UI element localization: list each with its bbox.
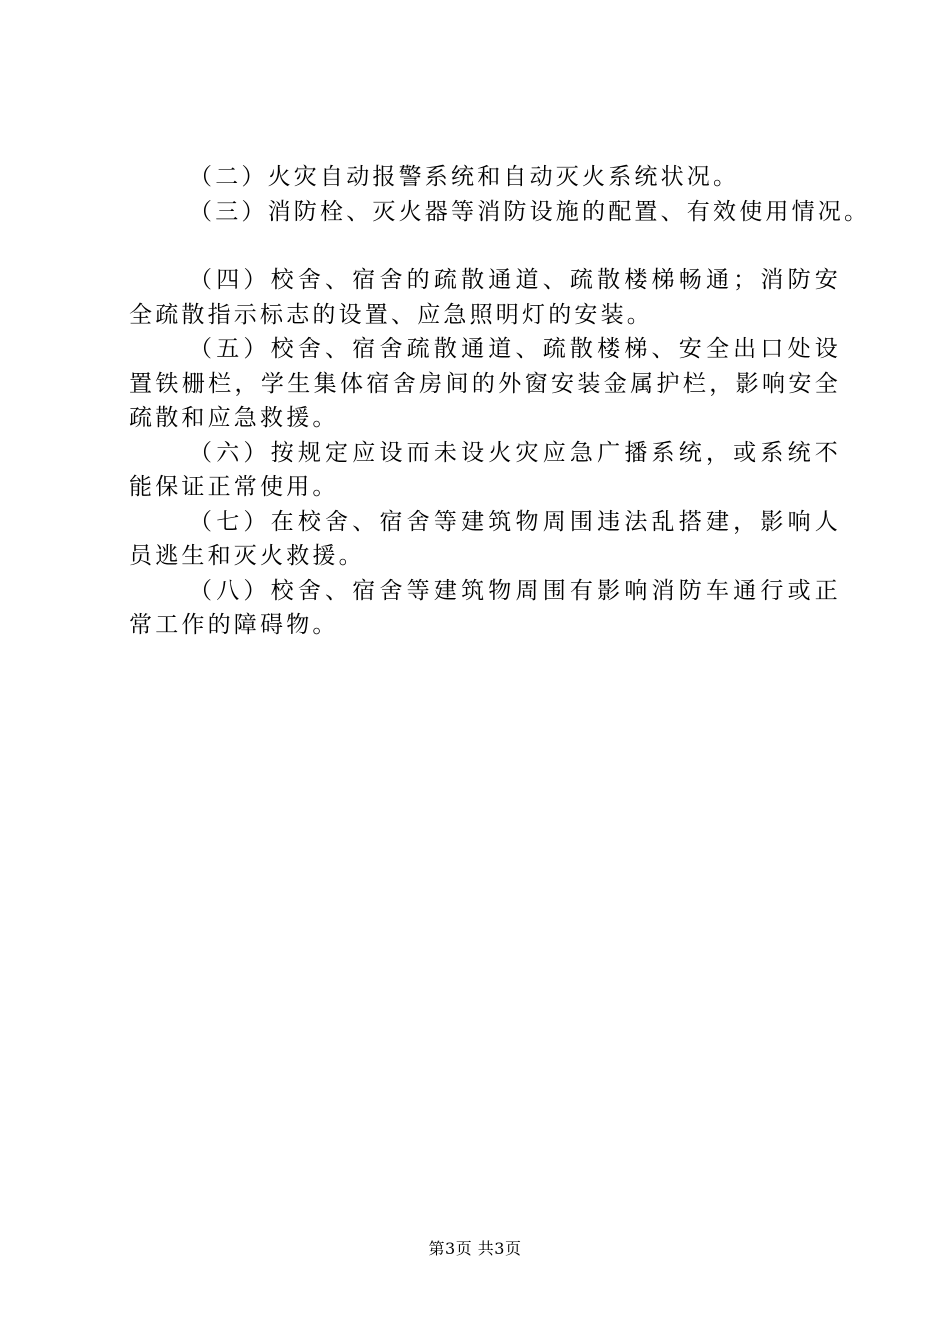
paragraph-2: （二）火灾自动报警系统和自动灭火系统状况。	[189, 164, 740, 190]
paragraph-3: （三）消防栓、灭火器等消防设施的配置、有效使用情况。	[189, 198, 871, 225]
paragraph-gap	[129, 229, 841, 263]
document-body	[129, 160, 871, 643]
paragraph-5: （五）校舍、宿舍疏散通道、疏散楼梯、安全出口处设置铁栅栏，学生集体宿舍房间的外窗安装金属护栏，影响安全疏散和应急救援。	[129, 336, 841, 431]
paragraph-7: （七）在校舍、宿舍等建筑物周围违法乱搭建，影响人员逃生和灭火救援。	[129, 508, 841, 569]
paragraph-6: （六）按规定应设而未设火灾应急广播系统，或系统不能保证正常使用。	[129, 439, 841, 500]
paragraph-8: （八）校舍、宿舍等建筑物周围有影响消防车通行或正常工作的障碍物。	[129, 577, 841, 638]
page-number-footer: 第3页 共3页	[428, 1239, 522, 1258]
paragraph-4: （四）校舍、宿舍的疏散通道、疏散楼梯畅通；消防安全疏散指示标志的设置、应急照明灯的安装。	[129, 267, 841, 328]
